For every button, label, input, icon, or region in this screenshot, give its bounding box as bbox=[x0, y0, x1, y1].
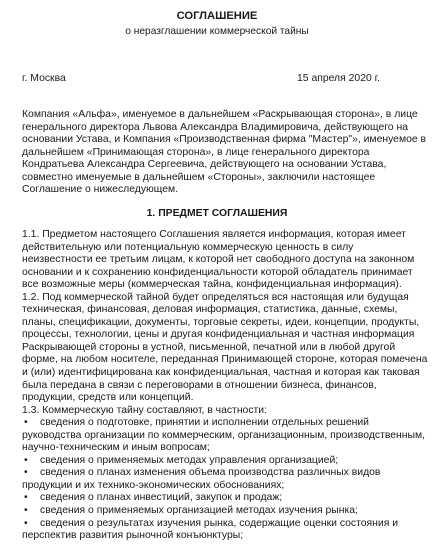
text-line: совместно именуемые в дальнейшем «Стороны», заключили настоящее bbox=[22, 171, 376, 183]
clause-1-1 bbox=[22, 229, 422, 292]
list-item bbox=[22, 417, 426, 455]
text-line: научно-техническим и иным вопросам; bbox=[22, 442, 210, 454]
text-line: действительную или потенциальную коммерческую ценность в силу bbox=[22, 241, 354, 253]
section-body bbox=[22, 229, 428, 543]
text-line: сведения о планах изменения объема производства различных видов bbox=[40, 467, 381, 479]
intro-paragraph bbox=[22, 109, 427, 197]
text-line: генерального директора Львова Александра Владимировича, действующего на bbox=[22, 121, 408, 133]
text-line: сведения о подготовке, принятии и исполнении отдельных решений bbox=[40, 417, 369, 429]
bullet-icon: • bbox=[24, 467, 28, 479]
text-line: Раскрывающей стороны в устной, письменной, печатной или в любой другой bbox=[22, 341, 396, 353]
text-line: неизвестности ее третьим лицам, к которой нет свободного доступа на законном bbox=[22, 254, 415, 266]
list-item bbox=[22, 467, 422, 492]
text-line: 1.2. Под коммерческой тайной будет определяться вся настоящая или будущая bbox=[22, 291, 409, 303]
clause-1-2 bbox=[22, 291, 428, 405]
list-item bbox=[22, 492, 422, 505]
text-line: продукции и их технико-экономических обоснованиях; bbox=[22, 479, 285, 491]
list-item bbox=[22, 518, 422, 543]
bullet-icon: • bbox=[24, 454, 28, 466]
text-line: сведения о применяемых методах управления организацией; bbox=[40, 454, 339, 466]
text-line: техническая, финансовая, деловая информация, статистика, данные, схемы, bbox=[22, 304, 398, 316]
text-line: 1.1. Предметом настоящего Соглашения является информация, которая имеет bbox=[22, 229, 406, 240]
text-line: продукции, средств или концепций. bbox=[22, 392, 194, 404]
text-line: руководства организации по коммерческим, организационным, производственным, bbox=[22, 429, 426, 441]
text-line: Соглашение о нижеследующем. bbox=[22, 184, 179, 196]
text-line: и (или) идентифицирована как конфиденциальная, частная и которая как таковая bbox=[22, 367, 420, 379]
bullet-icon: • bbox=[24, 492, 28, 504]
text-line: сведения о результатах изучения рынка, содержащие оценки состояния и bbox=[40, 517, 399, 529]
text-line: основании и к сохранению конфиденциальности которой обладатель принимает bbox=[22, 266, 413, 278]
text-line: планы, спецификации, документы, торговые секреты, идеи, концепции, продукты, bbox=[22, 316, 420, 328]
document-date: 15 апреля 2020 г. bbox=[297, 73, 381, 84]
list-item bbox=[22, 455, 422, 468]
bullet-icon: • bbox=[24, 505, 28, 517]
clause-1-3 bbox=[22, 405, 422, 418]
bullet-icon: • bbox=[24, 517, 28, 529]
text-line: 1.3. Коммерческую тайну составляют, в частности: bbox=[22, 404, 267, 416]
list-item bbox=[22, 505, 422, 518]
document-title: СОГЛАШЕНИЕ bbox=[176, 10, 258, 22]
text-line: форме, на любом носителе, переданная Принимающей стороне, которая помечена bbox=[22, 354, 428, 366]
document-city: г. Москва bbox=[22, 73, 66, 84]
text-line: основании Устава, и Компания «Производственная фирма "Мастер"», именуемое в bbox=[22, 134, 427, 146]
section-heading: 1. ПРЕДМЕТ СОГЛАШЕНИЯ bbox=[146, 208, 288, 219]
text-line: процессы, технологии, цены и другая конфиденциальная и частная информация bbox=[22, 329, 415, 341]
text-line: Компания «Альфа», именуемое в дальнейшем «Раскрывающая сторона», в лице bbox=[22, 109, 418, 120]
text-line: сведения о применяемых организацией методах изучения рынка; bbox=[40, 505, 358, 517]
text-line: дальнейшем «Принимающая сторона», в лице генерального директора bbox=[22, 146, 370, 158]
bullet-icon: • bbox=[24, 417, 28, 429]
text-line: Кондратьева Александра Сергеевича, действующего на основании Устава, bbox=[22, 159, 387, 171]
text-line: перспектив развития рыночной конъюнктуры; bbox=[22, 530, 244, 542]
text-line: сведения о планах инвестиций, закупок и продаж; bbox=[40, 492, 283, 504]
text-line: была передана в связи с переговорами в отношении бизнеса, финансов, bbox=[22, 379, 377, 391]
document-subtitle: о неразглашении коммерческой тайны bbox=[125, 26, 309, 37]
text-line: все возможные меры (коммерческая тайна, конфиденциальная информация). bbox=[22, 279, 402, 291]
